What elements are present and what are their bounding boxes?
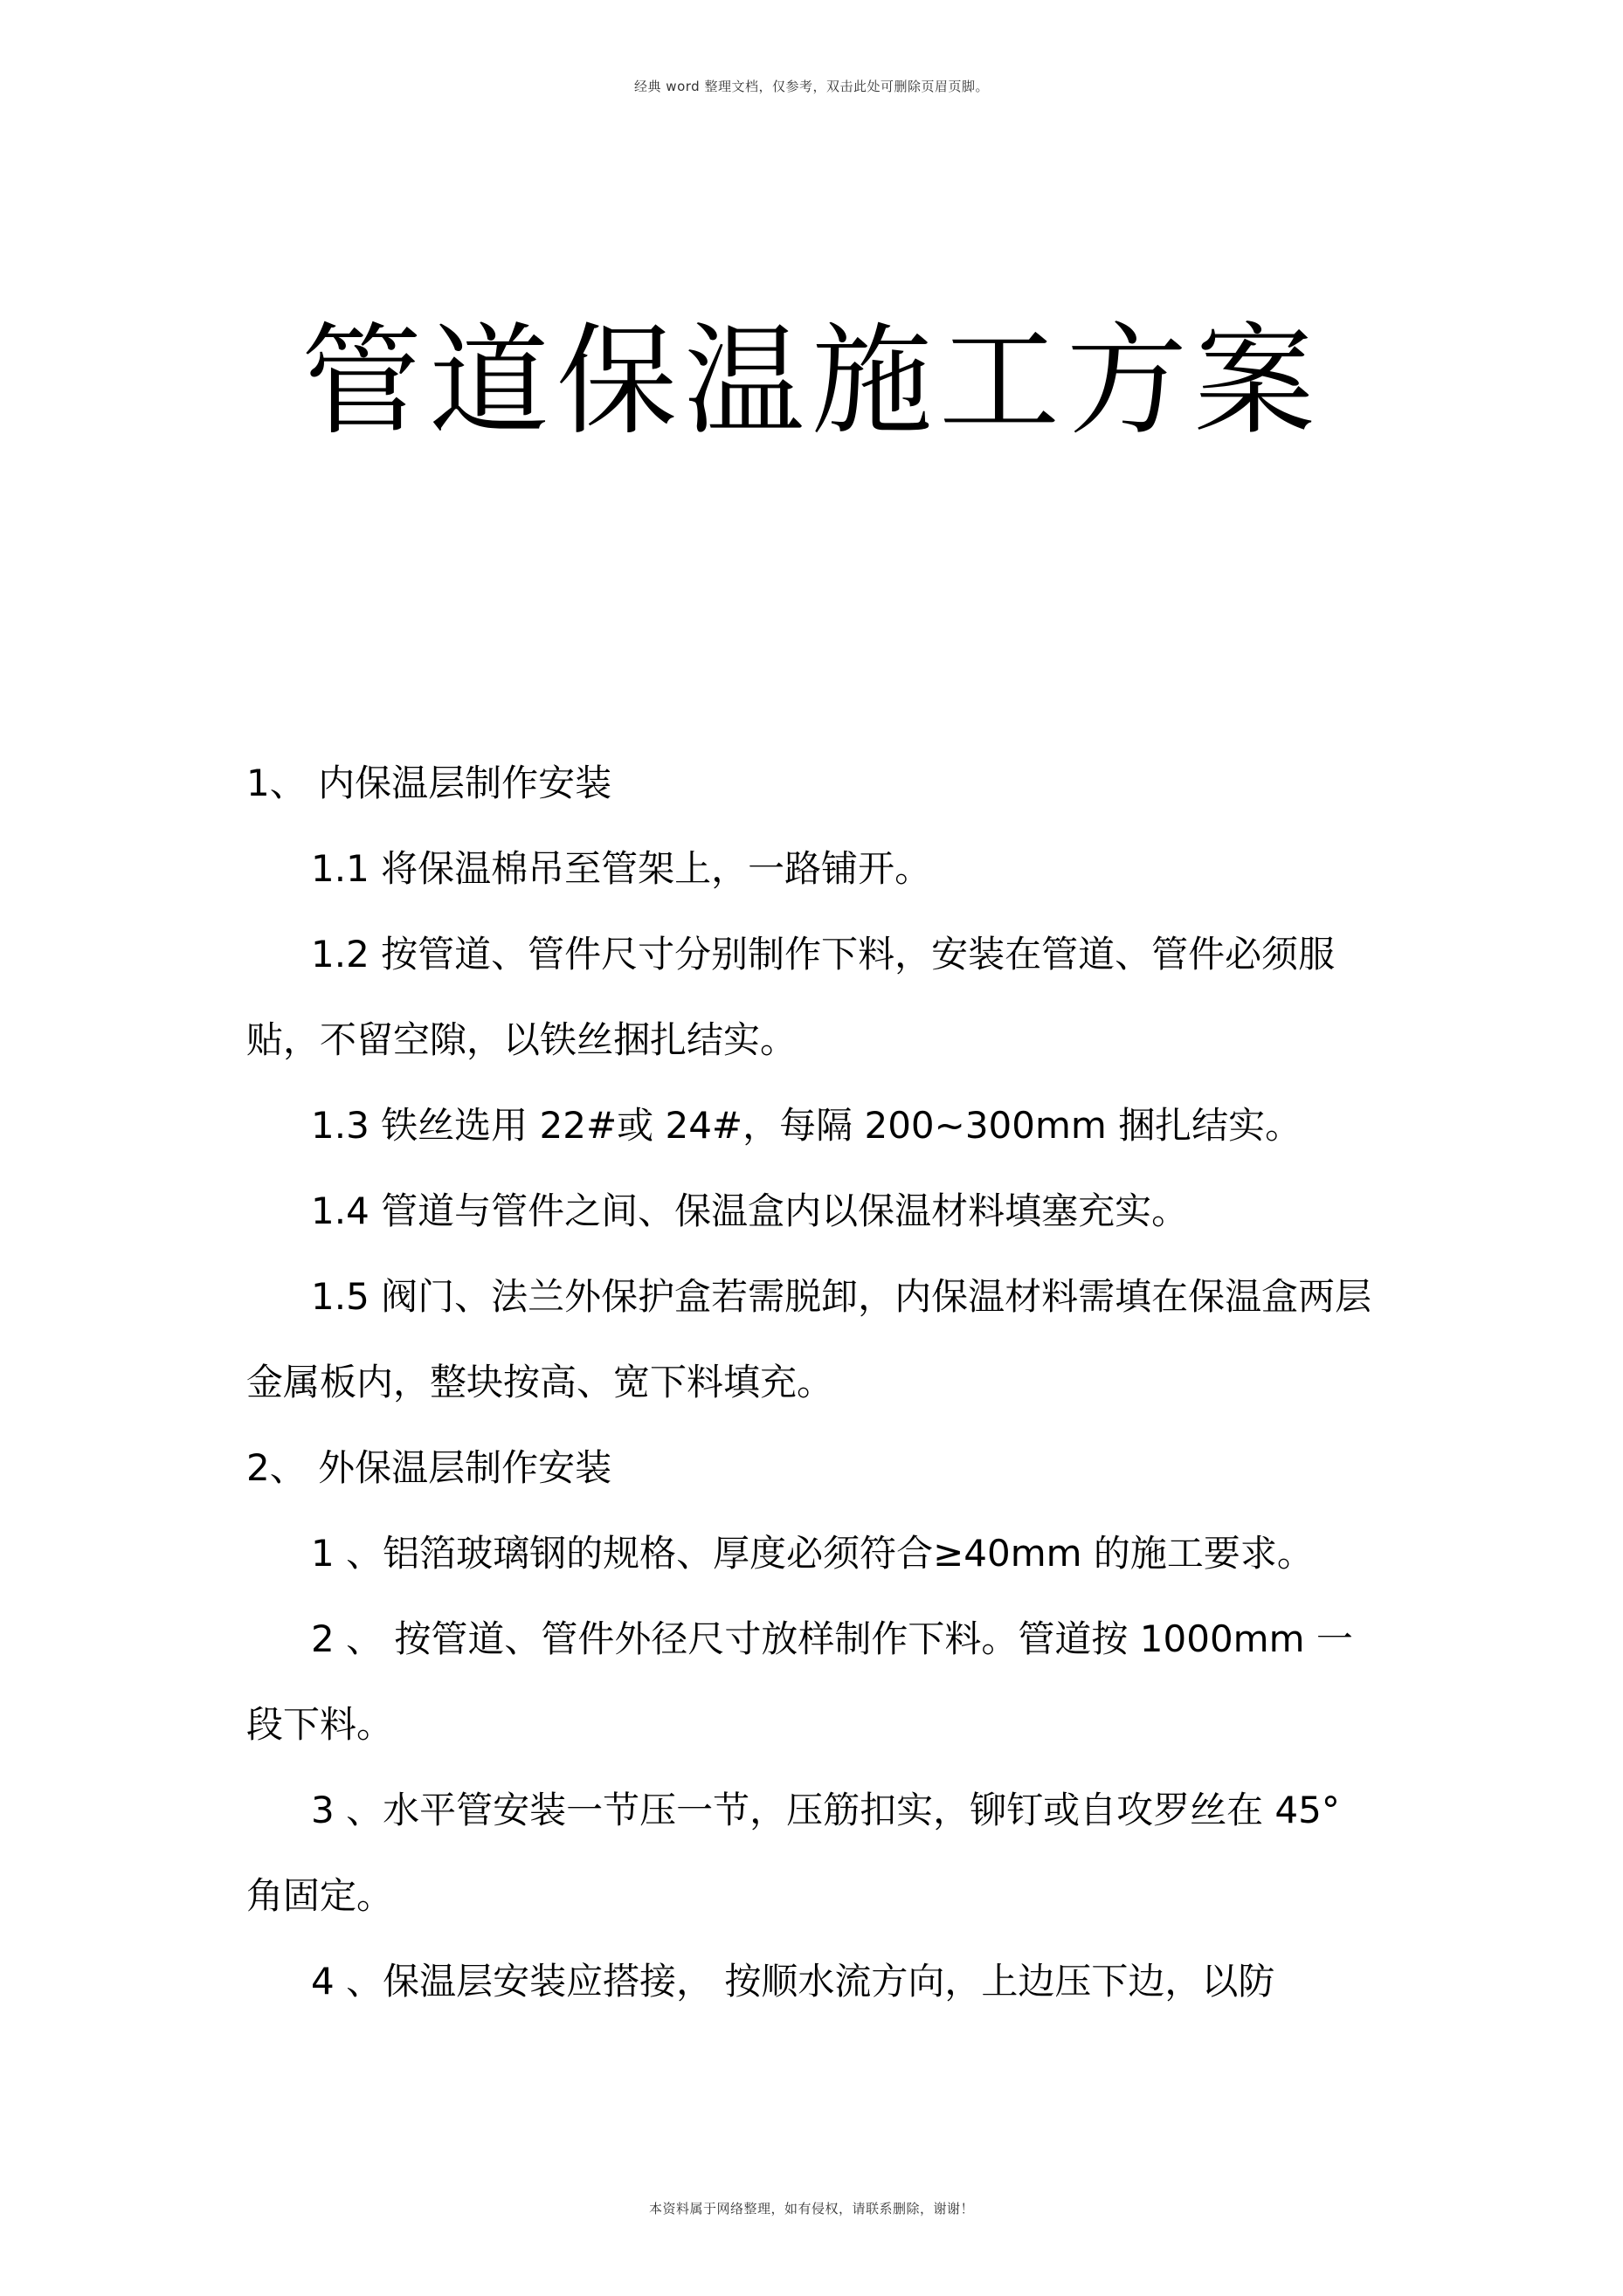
paragraph: 1.1 将保温棉吊至管架上，一路铺开。 bbox=[311, 847, 932, 890]
paragraph: 1 、铝箔玻璃钢的规格、厚度必须符合≥40mm 的施工要求。 bbox=[311, 1532, 1314, 1575]
section-heading: 2、 外保温层制作安装 bbox=[246, 1446, 612, 1489]
page-header-note: 经典 word 整理文档，仅参考，双击此处可删除页眉页脚。 bbox=[634, 79, 989, 94]
section-heading: 1、 内保温层制作安装 bbox=[246, 762, 612, 804]
paragraph: 2 、 按管道、管件外径尺寸放样制作下料。管道按 1000mm 一段下料。 bbox=[246, 1617, 1353, 1746]
document-body bbox=[246, 741, 1378, 2024]
paragraph: 4 、保温层安装应搭接， 按顺水流方向，上边压下边，以防 bbox=[311, 1960, 1275, 2003]
paragraph: 1.4 管道与管件之间、保温盒内以保温材料填塞充实。 bbox=[311, 1189, 1189, 1232]
paragraph: 1.5 阀门、法兰外保护盒若需脱卸，内保温材料需填在保温盒两层金属板内，整块按高、宽下料填充。 bbox=[246, 1275, 1372, 1403]
page-footer-note: 本资料属于网络整理，如有侵权，请联系删除，谢谢！ bbox=[648, 2201, 974, 2217]
paragraph: 3 、水平管安装一节压一节，压筋扣实，铆钉或自攻罗丝在 45° 角固定。 bbox=[246, 1789, 1340, 1917]
paragraph: 1.3 铁丝选用 22#或 24#，每隔 200~300mm 捆扎结实。 bbox=[311, 1104, 1302, 1147]
document-title: 管道保温施工方案 bbox=[300, 311, 1322, 452]
paragraph: 1.2 按管道、管件尺寸分别制作下料，安装在管道、管件必须服贴，不留空隙，以铁丝捆扎结实。 bbox=[246, 933, 1336, 1061]
